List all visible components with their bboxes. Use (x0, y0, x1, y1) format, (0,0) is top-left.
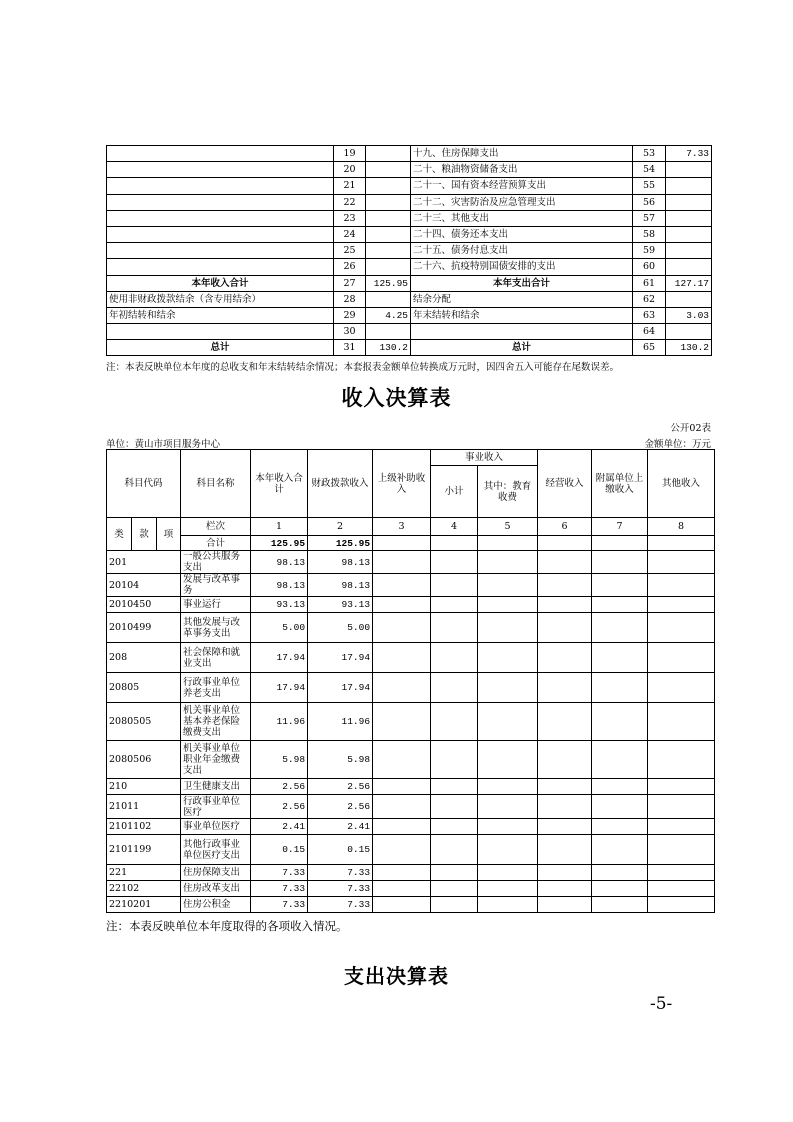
col-num: 6 (538, 518, 592, 536)
subject-name: 卫生健康支出 (181, 779, 251, 795)
col-num: 1 (251, 518, 308, 536)
row-fiscal-income: 2.56 (308, 795, 373, 819)
left-row-no: 30 (334, 324, 366, 340)
left-row-no: 28 (334, 291, 366, 307)
left-amount: 130.2 (366, 340, 411, 356)
empty-cell (478, 835, 538, 865)
empty-cell (592, 865, 648, 881)
empty-cell (538, 835, 592, 865)
row-total-income: 7.33 (251, 897, 308, 913)
header-education: 其中：教育收费 (478, 466, 538, 518)
row-total-income: 17.94 (251, 643, 308, 673)
empty-cell (431, 673, 478, 703)
income-table-note: 注：本表反映单位本年度取得的各项收入情况。 (106, 919, 348, 933)
empty-cell (592, 597, 648, 613)
empty-cell (373, 835, 431, 865)
row-fiscal-income: 2.41 (308, 819, 373, 835)
subject-code: 210 (107, 779, 181, 795)
empty-cell (373, 613, 431, 643)
subject-code: 20104 (107, 574, 181, 597)
right-amount: 130.2 (666, 340, 712, 356)
left-amount (366, 243, 411, 259)
empty-cell (373, 551, 431, 574)
row-total-income: 98.13 (251, 551, 308, 574)
income-row (107, 643, 715, 673)
right-item: 二十一、国有资本经营预算支出 (411, 178, 633, 194)
empty-cell (431, 741, 478, 779)
summary-row (107, 243, 712, 259)
left-item (107, 259, 334, 275)
right-item: 年末结转和结余 (411, 307, 633, 323)
income-row (107, 613, 715, 643)
header-heji: 合计 (181, 536, 251, 551)
total-row-fiscal: 125.95 (308, 536, 373, 551)
right-row-no: 64 (633, 324, 666, 340)
empty-cell (592, 613, 648, 643)
subject-code: 20805 (107, 673, 181, 703)
col-num: 5 (478, 518, 538, 536)
left-item: 使用非财政拨款结余（含专用结余） (107, 291, 334, 307)
right-row-no: 58 (633, 226, 666, 242)
right-item: 二十五、债务付息支出 (411, 243, 633, 259)
right-item: 二十、粮油物资储备支出 (411, 162, 633, 178)
header-fiscal: 财政拨款收入 (308, 450, 373, 518)
left-item (107, 194, 334, 210)
empty-cell (373, 673, 431, 703)
left-item (107, 226, 334, 242)
left-amount: 125.95 (366, 275, 411, 291)
right-item: 二十六、抗疫特别国债安排的支出 (411, 259, 633, 275)
header-affiliated: 附属单位上缴收入 (592, 450, 648, 518)
left-row-no: 19 (334, 146, 366, 162)
empty-cell (431, 897, 478, 913)
right-amount (666, 178, 712, 194)
empty-cell (648, 897, 715, 913)
subject-code: 208 (107, 643, 181, 673)
income-table-title: 收入决算表 (341, 386, 452, 410)
empty-cell (538, 795, 592, 819)
subject-name: 事业单位医疗 (181, 819, 251, 835)
expense-table-title: 支出决算表 (344, 964, 449, 988)
empty-cell (648, 881, 715, 897)
empty-cell (648, 779, 715, 795)
summary-row (107, 146, 712, 162)
subject-code: 2210201 (107, 897, 181, 913)
row-fiscal-income: 5.98 (308, 741, 373, 779)
empty-cell (431, 779, 478, 795)
row-total-income: 2.56 (251, 795, 308, 819)
empty-cell (373, 865, 431, 881)
income-row (107, 819, 715, 835)
row-total-income: 0.15 (251, 835, 308, 865)
empty-cell (431, 574, 478, 597)
left-item: 总计 (107, 340, 334, 356)
right-amount: 7.33 (666, 146, 712, 162)
left-row-no: 26 (334, 259, 366, 275)
empty-cell (478, 643, 538, 673)
income-row (107, 574, 715, 597)
right-amount (666, 226, 712, 242)
row-fiscal-income: 0.15 (308, 835, 373, 865)
subject-name: 其他行政事业单位医疗支出 (181, 835, 251, 865)
empty-cell (592, 673, 648, 703)
empty-cell (648, 865, 715, 881)
row-total-income: 7.33 (251, 865, 308, 881)
left-row-no: 27 (334, 275, 366, 291)
left-row-no: 29 (334, 307, 366, 323)
right-row-no: 56 (633, 194, 666, 210)
empty-cell (478, 819, 538, 835)
empty-cell (478, 597, 538, 613)
left-row-no: 22 (334, 194, 366, 210)
header-superior: 上级补助收入 (373, 450, 431, 518)
subject-name: 住房改革支出 (181, 881, 251, 897)
subject-code: 201 (107, 551, 181, 574)
empty-cell (592, 779, 648, 795)
empty-cell (592, 795, 648, 819)
empty-cell (431, 551, 478, 574)
empty-cell (373, 819, 431, 835)
empty-cell (592, 819, 648, 835)
empty-cell (592, 643, 648, 673)
row-fiscal-income: 93.13 (308, 597, 373, 613)
row-total-income: 98.13 (251, 574, 308, 597)
left-amount (366, 162, 411, 178)
row-total-income: 11.96 (251, 703, 308, 741)
subject-name: 机关事业单位职业年金缴费支出 (181, 741, 251, 779)
row-fiscal-income: 2.56 (308, 779, 373, 795)
empty-cell (648, 597, 715, 613)
subject-code: 2010499 (107, 613, 181, 643)
left-item: 年初结转和结余 (107, 307, 334, 323)
left-amount (366, 324, 411, 340)
left-row-no: 20 (334, 162, 366, 178)
subject-code: 2101102 (107, 819, 181, 835)
empty-cell (592, 574, 648, 597)
empty-cell (478, 673, 538, 703)
form-number: 公开02表 (670, 423, 711, 434)
empty-cell (592, 897, 648, 913)
summary-row (107, 340, 712, 356)
summary-row (107, 275, 712, 291)
empty-cell (538, 819, 592, 835)
summary-row (107, 226, 712, 242)
empty-cell (478, 741, 538, 779)
right-row-no: 54 (633, 162, 666, 178)
right-amount (666, 162, 712, 178)
right-item: 本年支出合计 (411, 275, 633, 291)
subject-code: 2080506 (107, 741, 181, 779)
empty-cell (538, 673, 592, 703)
subject-code: 2080505 (107, 703, 181, 741)
summary-row (107, 162, 712, 178)
empty-cell (478, 574, 538, 597)
row-total-income: 2.41 (251, 819, 308, 835)
empty-cell (478, 613, 538, 643)
left-amount (366, 194, 411, 210)
empty-cell (538, 779, 592, 795)
subject-code: 221 (107, 865, 181, 881)
empty-cell (478, 551, 538, 574)
income-row (107, 673, 715, 703)
reporting-unit: 单位：黄山市项目服务中心 (106, 439, 221, 450)
row-total-income: 93.13 (251, 597, 308, 613)
right-row-no: 61 (633, 275, 666, 291)
left-amount (366, 291, 411, 307)
income-row (107, 703, 715, 741)
row-fiscal-income: 11.96 (308, 703, 373, 741)
empty-cell (592, 551, 648, 574)
right-item: 二十四、债务还本支出 (411, 226, 633, 242)
empty-cell (431, 613, 478, 643)
subject-name: 一般公共服务支出 (181, 551, 251, 574)
empty-cell (648, 703, 715, 741)
left-amount (366, 178, 411, 194)
header-total: 本年收入合计 (251, 450, 308, 518)
empty-cell (648, 819, 715, 835)
empty-cell (538, 551, 592, 574)
empty-cell (478, 795, 538, 819)
empty-cell (478, 779, 538, 795)
subject-name: 住房保障支出 (181, 865, 251, 881)
row-fiscal-income: 17.94 (308, 673, 373, 703)
left-item (107, 324, 334, 340)
header-xiang: 项 (157, 518, 181, 551)
row-fiscal-income: 5.00 (308, 613, 373, 643)
empty-cell (373, 897, 431, 913)
income-table (106, 449, 715, 913)
left-row-no: 31 (334, 340, 366, 356)
empty-cell (478, 897, 538, 913)
empty-cell (373, 881, 431, 897)
header-lanci: 栏次 (181, 518, 251, 536)
subject-name: 行政事业单位医疗 (181, 795, 251, 819)
right-row-no: 55 (633, 178, 666, 194)
empty-cell (478, 865, 538, 881)
left-row-no: 23 (334, 210, 366, 226)
summary-row (107, 178, 712, 194)
header-other: 其他收入 (648, 450, 715, 518)
header-subtotal: 小计 (431, 466, 478, 518)
empty-cell (431, 597, 478, 613)
empty-cell (431, 643, 478, 673)
total-row-total: 125.95 (251, 536, 308, 551)
empty-cell (538, 881, 592, 897)
right-row-no: 65 (633, 340, 666, 356)
right-item (411, 324, 633, 340)
empty-cell (373, 741, 431, 779)
subject-name: 机关事业单位基本养老保险缴费支出 (181, 703, 251, 741)
summary-table-note: 注：本表反映单位本年度的总收支和年末结转结余情况；本套报表金额单位转换成万元时，因四舍五入可能存在尾数误差。 (106, 362, 620, 373)
empty-cell (648, 795, 715, 819)
income-row (107, 865, 715, 881)
left-item: 本年收入合计 (107, 275, 334, 291)
right-row-no: 60 (633, 259, 666, 275)
left-row-no: 21 (334, 178, 366, 194)
empty-cell (648, 551, 715, 574)
income-row (107, 779, 715, 795)
empty-cell (538, 865, 592, 881)
right-row-no: 57 (633, 210, 666, 226)
empty-cell (373, 795, 431, 819)
empty-cell (431, 881, 478, 897)
subject-code: 2010450 (107, 597, 181, 613)
empty-cell (648, 574, 715, 597)
empty-cell (538, 741, 592, 779)
left-item (107, 146, 334, 162)
row-total-income: 17.94 (251, 673, 308, 703)
left-amount (366, 210, 411, 226)
income-row (107, 741, 715, 779)
income-row (107, 881, 715, 897)
left-item (107, 210, 334, 226)
empty-cell (592, 881, 648, 897)
empty-cell (373, 597, 431, 613)
income-row (107, 795, 715, 819)
right-amount (666, 324, 712, 340)
header-business: 事业收入 (431, 450, 538, 466)
income-row (107, 597, 715, 613)
col-num: 7 (592, 518, 648, 536)
row-total-income: 5.00 (251, 613, 308, 643)
empty-cell (538, 597, 592, 613)
summary-row (107, 259, 712, 275)
income-row (107, 551, 715, 574)
empty-cell (538, 897, 592, 913)
right-amount (666, 259, 712, 275)
right-row-no: 53 (633, 146, 666, 162)
right-amount: 127.17 (666, 275, 712, 291)
summary-row (107, 291, 712, 307)
subject-name: 其他发展与改革事务支出 (181, 613, 251, 643)
empty-cell (592, 835, 648, 865)
row-fiscal-income: 98.13 (308, 574, 373, 597)
subject-code: 21011 (107, 795, 181, 819)
header-kuan: 款 (132, 518, 157, 551)
income-expense-summary-table (106, 145, 712, 356)
empty-cell (431, 819, 478, 835)
row-fiscal-income: 17.94 (308, 643, 373, 673)
right-item: 二十二、灾害防治及应急管理支出 (411, 194, 633, 210)
col-num: 2 (308, 518, 373, 536)
row-fiscal-income: 7.33 (308, 897, 373, 913)
summary-row (107, 210, 712, 226)
empty-cell (592, 703, 648, 741)
left-item (107, 162, 334, 178)
empty-cell (373, 574, 431, 597)
empty-cell (648, 835, 715, 865)
summary-row (107, 194, 712, 210)
row-fiscal-income: 7.33 (308, 865, 373, 881)
col-num: 3 (373, 518, 431, 536)
left-amount (366, 146, 411, 162)
row-total-income: 5.98 (251, 741, 308, 779)
left-amount (366, 259, 411, 275)
subject-code: 2101199 (107, 835, 181, 865)
summary-row (107, 324, 712, 340)
page-number: -5- (650, 994, 673, 1014)
empty-cell (478, 703, 538, 741)
empty-cell (592, 741, 648, 779)
right-row-no: 62 (633, 291, 666, 307)
row-fiscal-income: 7.33 (308, 881, 373, 897)
subject-name: 行政事业单位养老支出 (181, 673, 251, 703)
left-row-no: 25 (334, 243, 366, 259)
right-item: 总计 (411, 340, 633, 356)
subject-name: 社会保障和就业支出 (181, 643, 251, 673)
left-amount: 4.25 (366, 307, 411, 323)
amount-unit: 金额单位：万元 (644, 439, 711, 450)
empty-cell (373, 643, 431, 673)
subject-code: 22102 (107, 881, 181, 897)
right-row-no: 59 (633, 243, 666, 259)
header-lei: 类 (107, 518, 132, 551)
empty-cell (648, 613, 715, 643)
header-name: 科目名称 (181, 450, 251, 518)
subject-name: 事业运行 (181, 597, 251, 613)
header-code: 科目代码 (107, 450, 181, 518)
empty-cell (431, 865, 478, 881)
col-num: 8 (648, 518, 715, 536)
empty-cell (478, 881, 538, 897)
right-amount: 3.03 (666, 307, 712, 323)
empty-cell (431, 795, 478, 819)
subject-name: 住房公积金 (181, 897, 251, 913)
right-item: 结余分配 (411, 291, 633, 307)
right-amount (666, 243, 712, 259)
col-num: 4 (431, 518, 478, 536)
right-row-no: 63 (633, 307, 666, 323)
empty-cell (648, 673, 715, 703)
left-item (107, 243, 334, 259)
income-row (107, 897, 715, 913)
empty-cell (538, 613, 592, 643)
header-operating: 经营收入 (538, 450, 592, 518)
subject-name: 发展与改革事务 (181, 574, 251, 597)
row-total-income: 2.56 (251, 779, 308, 795)
empty-cell (648, 643, 715, 673)
right-item: 二十三、其他支出 (411, 210, 633, 226)
empty-cell (373, 703, 431, 741)
empty-cell (538, 574, 592, 597)
right-item: 十九、住房保障支出 (411, 146, 633, 162)
empty-cell (538, 643, 592, 673)
empty-cell (431, 703, 478, 741)
left-amount (366, 226, 411, 242)
empty-cell (648, 741, 715, 779)
right-amount (666, 194, 712, 210)
income-row (107, 835, 715, 865)
summary-row (107, 307, 712, 323)
right-amount (666, 210, 712, 226)
empty-cell (538, 703, 592, 741)
empty-cell (431, 835, 478, 865)
row-total-income: 7.33 (251, 881, 308, 897)
left-row-no: 24 (334, 226, 366, 242)
left-item (107, 178, 334, 194)
row-fiscal-income: 98.13 (308, 551, 373, 574)
right-amount (666, 291, 712, 307)
empty-cell (373, 779, 431, 795)
